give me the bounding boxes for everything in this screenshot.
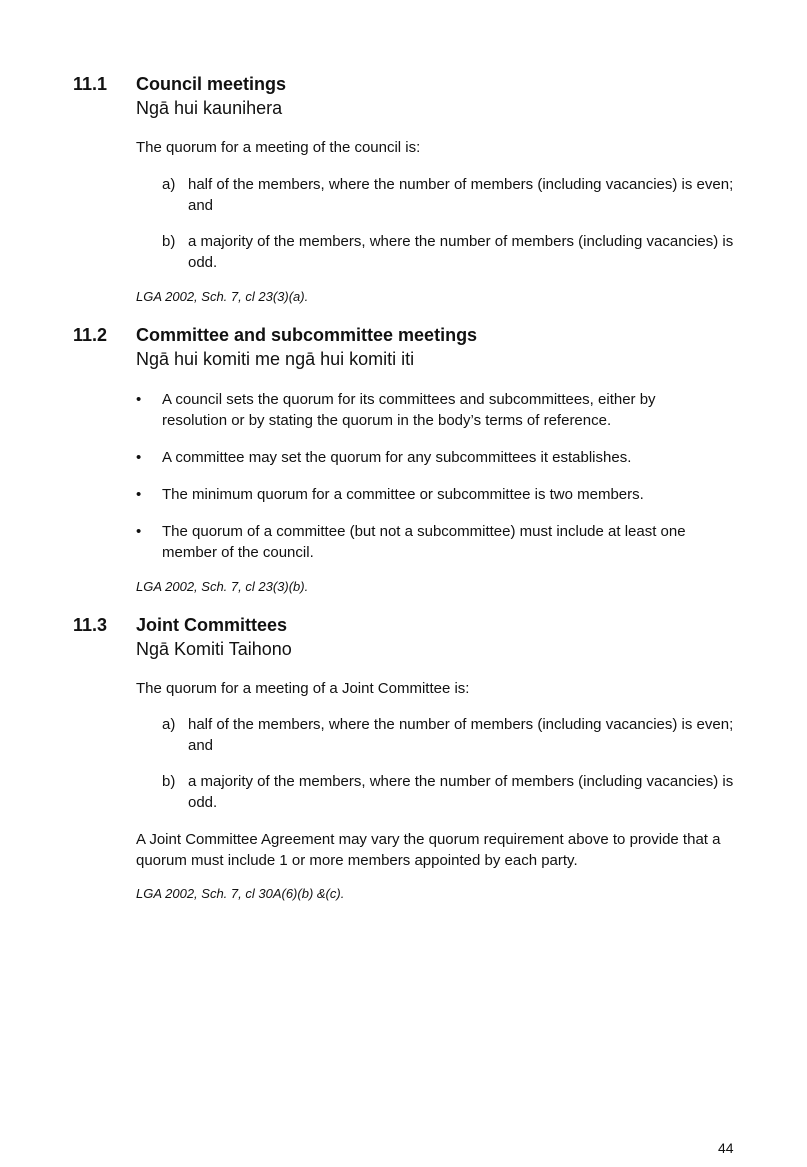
bullet-icon: • (136, 523, 142, 540)
section-subtitle: Ngā hui komiti me ngā hui komiti iti (136, 349, 415, 369)
list-marker: a) (162, 176, 176, 193)
list-item-text: a majority of the members, where the number of members (including vacancies) is odd. (188, 233, 734, 271)
section-number: 11.3 (73, 615, 108, 635)
section-title: Joint Committees (136, 615, 288, 635)
legal-citation: LGA 2002, Sch. 7, cl 30A(6)(b) &(c). (136, 886, 345, 901)
legal-citation: LGA 2002, Sch. 7, cl 23(3)(b). (136, 579, 309, 594)
list-item-text: a majority of the members, where the number of members (including vacancies) is odd. (188, 773, 734, 811)
list-marker: b) (162, 233, 176, 250)
list-marker: a) (162, 716, 176, 733)
list-item-text: half of the members, where the number of members (including vacancies) is even; and (188, 716, 734, 754)
section-intro: The quorum for a meeting of a Joint Committee is: (136, 680, 470, 697)
page-number: 44 (718, 1140, 734, 1156)
section-subtitle: Ngā Komiti Taihono (136, 639, 292, 659)
section-closing-paragraph: A Joint Committee Agreement may vary the quorum requirement above to provide that a quorum must include 1 or more members appointed by each party. (136, 831, 721, 869)
list-marker: b) (162, 773, 176, 790)
legal-citation: LGA 2002, Sch. 7, cl 23(3)(a). (136, 289, 309, 304)
bullet-text: The minimum quorum for a committee or subcommittee is two members. (162, 486, 644, 503)
section-title: Council meetings (136, 74, 287, 94)
section-intro: The quorum for a meeting of the council is: (136, 139, 421, 156)
bullet-icon: • (136, 391, 142, 408)
section-number: 11.1 (73, 74, 108, 94)
list-item-text: half of the members, where the number of members (including vacancies) is even; and (188, 176, 734, 214)
section-number: 11.2 (73, 325, 108, 345)
bullet-text: A council sets the quorum for its committees and subcommittees, either by resolution or by stating the quorum in the body’s terms of reference. (162, 391, 656, 429)
section-title: Committee and subcommittee meetings (136, 325, 478, 345)
section-subtitle: Ngā hui kaunihera (136, 98, 283, 118)
bullet-text: The quorum of a committee (but not a subcommittee) must include at least one member of the council. (162, 523, 686, 561)
bullet-text: A committee may set the quorum for any subcommittees it establishes. (162, 449, 632, 466)
bullet-icon: • (136, 486, 142, 503)
bullet-icon: • (136, 449, 142, 466)
